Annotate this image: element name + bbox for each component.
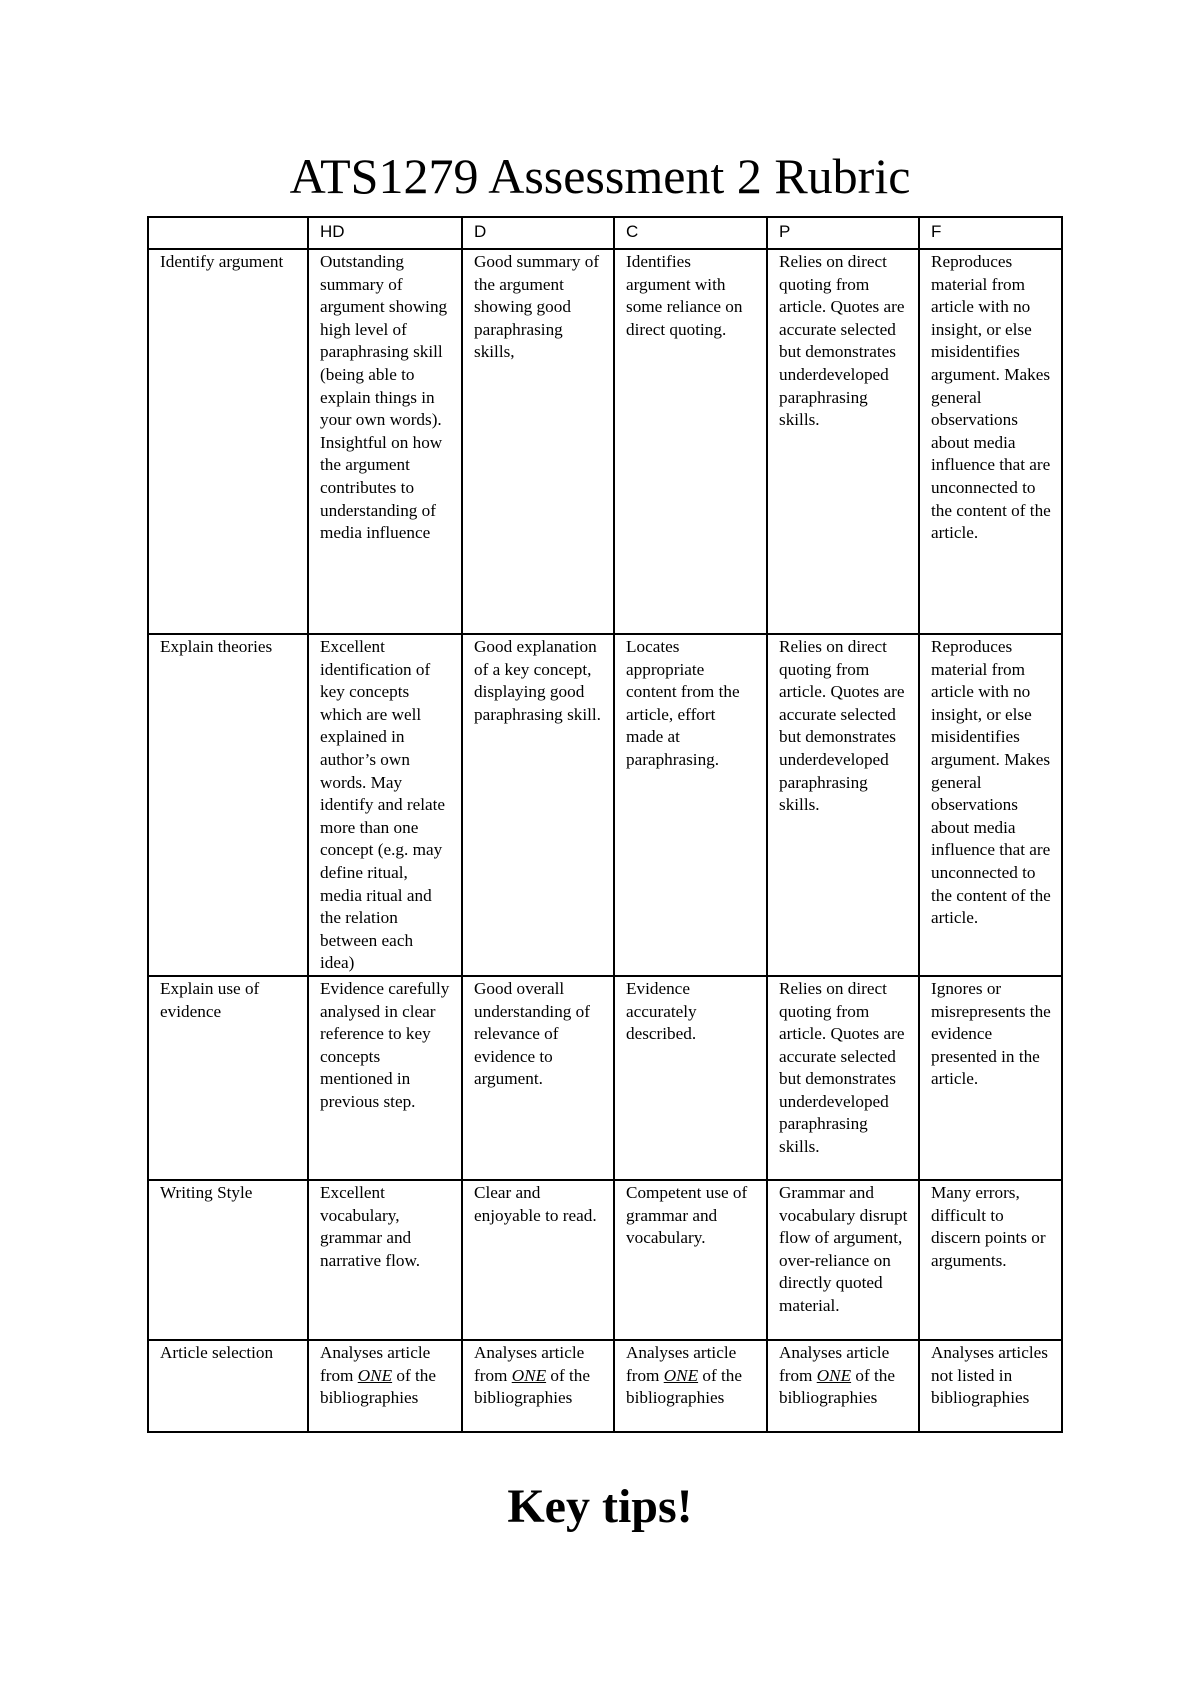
cell-p: Relies on direct quoting from article. Quotes are accurate selected but demonstrates underdeveloped paraphrasing skills. — [767, 976, 919, 1180]
analyses-emphasis: ONE — [357, 1365, 393, 1385]
row-criterion: Explain use of evidence — [148, 976, 308, 1180]
cell-c: Evidence accurately described. — [614, 976, 767, 1180]
cell-p: Grammar and vocabulary disrupt flow of argument, over-reliance on directly quoted material. — [767, 1180, 919, 1340]
cell-hd: Evidence carefully analysed in clear reference to key concepts mentioned in previous step. — [308, 976, 462, 1180]
table-row — [148, 634, 1062, 976]
cell-hd — [308, 1340, 462, 1432]
cell-c: Identifies argument with some reliance on direct quoting. — [614, 249, 767, 634]
analyses-prefix: Analyses article from — [320, 1342, 431, 1385]
cell-f: Ignores or misrepresents the evidence presented in the article. — [919, 976, 1062, 1180]
header-hd: HD — [308, 217, 462, 249]
analyses-emphasis: ONE — [511, 1365, 547, 1385]
cell-d — [462, 1340, 614, 1432]
analyses-suffix: of the bibliographies — [320, 1365, 437, 1408]
table-row — [148, 1180, 1062, 1340]
cell-c — [614, 1340, 767, 1432]
table-row — [148, 976, 1062, 1180]
table-row — [148, 1340, 1062, 1432]
cell-f: Many errors, difficult to discern points or arguments. — [919, 1180, 1062, 1340]
cell-hd: Outstanding summary of argument showing high level of paraphrasing skill (being able to explain things in your own words). Insightful on how the argument contributes to understanding of media influence — [308, 249, 462, 634]
header-c: C — [614, 217, 767, 249]
analyses-prefix: Analyses article from — [474, 1342, 585, 1385]
key-tips-heading: Key tips! — [507, 1480, 693, 1533]
header-d: D — [462, 217, 614, 249]
row-criterion: Explain theories — [148, 634, 308, 976]
row-criterion: Identify argument — [148, 249, 308, 634]
header-p: P — [767, 217, 919, 249]
table-row — [148, 249, 1062, 634]
cell-c: Competent use of grammar and vocabulary. — [614, 1180, 767, 1340]
cell-f: Analyses articles not listed in bibliographies — [919, 1340, 1062, 1432]
analyses-prefix: Analyses article from — [779, 1342, 890, 1385]
row-criterion: Article selection — [148, 1340, 308, 1432]
cell-d: Good summary of the argument showing good paraphrasing skills, — [462, 249, 614, 634]
cell-p: Relies on direct quoting from article. Quotes are accurate selected but demonstrates underdeveloped paraphrasing skills. — [767, 249, 919, 634]
cell-f: Reproduces material from article with no insight, or else misidentifies argument. Makes general observations about media influence that are unconnected to the content of the article. — [919, 249, 1062, 634]
cell-d: Good explanation of a key concept, displaying good paraphrasing skill. — [462, 634, 614, 976]
cell-c: Locates appropriate content from the article, effort made at paraphrasing. — [614, 634, 767, 976]
analyses-emphasis: ONE — [663, 1365, 699, 1385]
table-header-row — [148, 217, 1062, 249]
page-title: ATS1279 Assessment 2 Rubric — [289, 148, 911, 204]
cell-f: Reproduces material from article with no insight, or else misidentifies argument. Makes general observations about media influence that are unconnected to the content of the article. — [919, 634, 1062, 976]
analyses-suffix: of the bibliographies — [474, 1365, 591, 1408]
cell-d: Good overall understanding of relevance of evidence to argument. — [462, 976, 614, 1180]
cell-p: Relies on direct quoting from article. Quotes are accurate selected but demonstrates underdeveloped paraphrasing skills. — [767, 634, 919, 976]
row-criterion: Writing Style — [148, 1180, 308, 1340]
cell-hd: Excellent identification of key concepts which are well explained in author’s own words. May identify and relate more than one concept (e.g. may define ritual, media ritual and the relation between each idea) — [308, 634, 462, 976]
analyses-suffix: of the bibliographies — [779, 1365, 896, 1408]
header-criterion — [148, 217, 308, 249]
cell-p — [767, 1340, 919, 1432]
header-f: F — [919, 217, 1062, 249]
analyses-suffix: of the bibliographies — [626, 1365, 743, 1408]
cell-d: Clear and enjoyable to read. — [462, 1180, 614, 1340]
cell-hd: Excellent vocabulary, grammar and narrative flow. — [308, 1180, 462, 1340]
analyses-emphasis: ONE — [816, 1365, 852, 1385]
analyses-prefix: Analyses article from — [626, 1342, 737, 1385]
rubric-table — [147, 216, 1063, 1433]
